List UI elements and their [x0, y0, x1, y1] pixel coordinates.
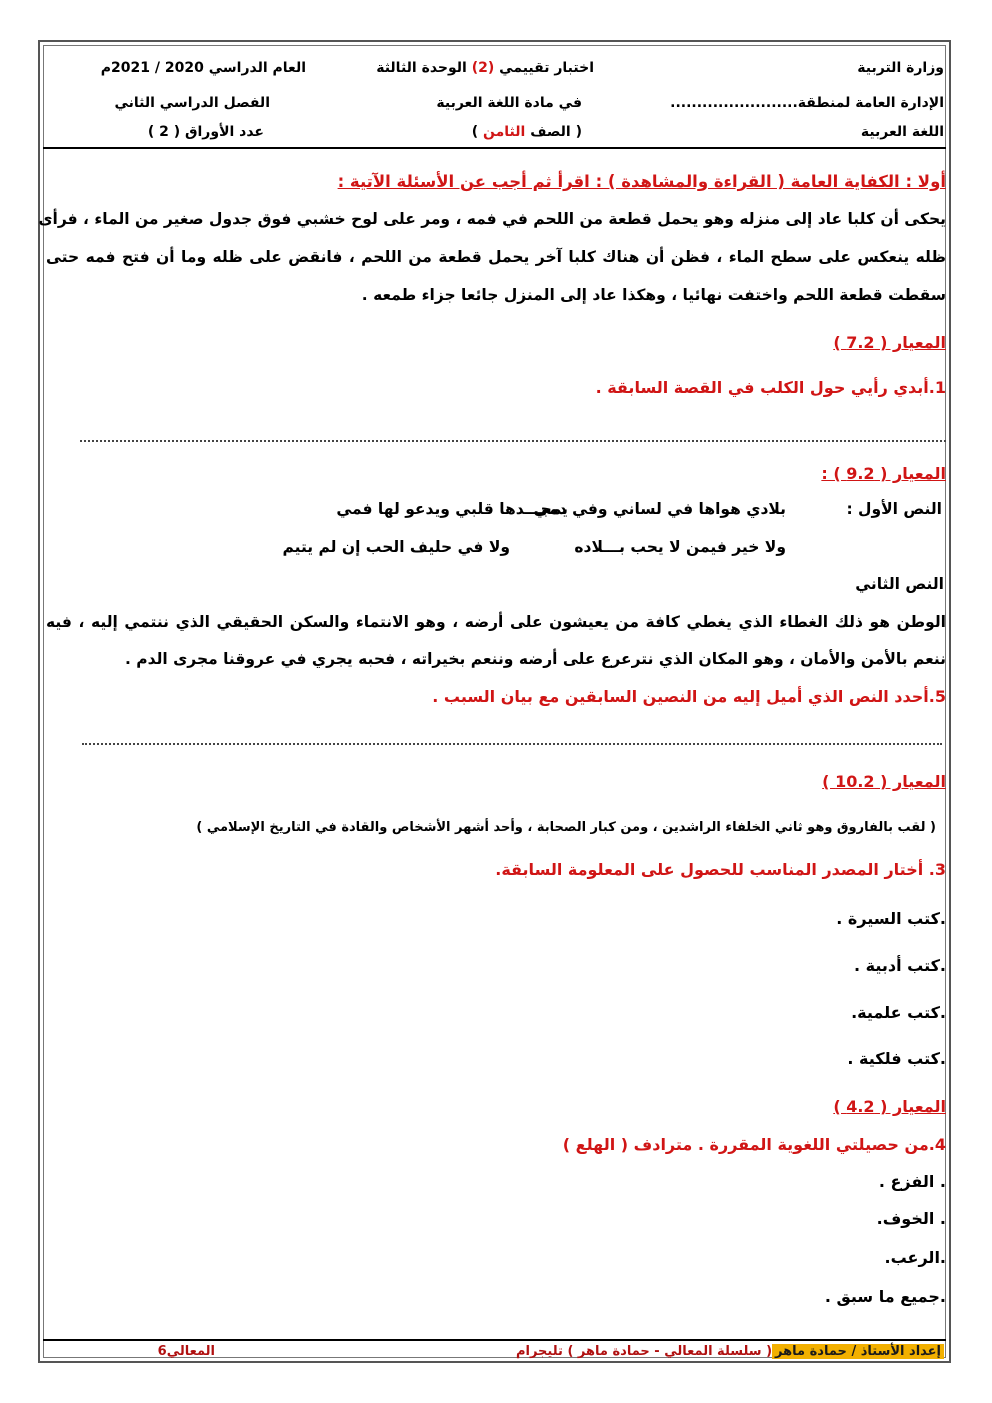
option[interactable]: .كتب السيرة . — [836, 909, 946, 928]
verse-line: يمجـــدها قلبي ويدعو لها فمي — [336, 500, 568, 518]
question-5: 5.أحدد النص الذي أميل إليه من النصين السابقين مع بيان السبب . — [432, 687, 946, 706]
ministry-label: وزارة التربية — [857, 60, 944, 76]
subject-label: اللغة العربية — [860, 124, 944, 140]
criterion-label: المعيار ( 7.2 ) — [833, 333, 946, 352]
option[interactable]: . الفزع . — [878, 1172, 946, 1191]
series-label: ( سلسلة المعالي - حمادة ماهر ) تليجرام — [515, 1344, 773, 1359]
section-title: أولا : الكفاية العامة ( القراءة والمشاهدة ) : اقرأ ثم أجب عن الأسئلة الآتية : — [337, 172, 946, 191]
footer-code: المعالي6 — [157, 1344, 215, 1359]
term-label: الفصل الدراسي الثاني — [114, 95, 270, 111]
option[interactable]: .كتب أدبية . — [853, 956, 946, 975]
footer-credit — [516, 1344, 944, 1359]
grade-close: ) — [471, 124, 479, 140]
test-number: (2) — [471, 60, 495, 76]
grade-line — [472, 124, 582, 140]
test-label: اختبار تقييمي — [499, 60, 594, 76]
question-3: 3. أختار المصدر المناسب للحصول على المعلومة السابقة. — [495, 860, 946, 879]
question-1: 1.أبدي رأيي حول الكلب في القصة السابقة . — [595, 378, 946, 397]
passage-line-2: ظله ينعكس على سطح الماء ، فظن أن هناك كلبا آخر يحمل قطعة من اللحم ، فانقض على ظله وما أن فتح فمه حتى — [46, 248, 946, 266]
criterion-label: المعيار ( 9.2 ) : — [821, 464, 946, 483]
verse-line: ولا في حليف الحب إن لم يتيم — [282, 538, 510, 556]
verse-line: بلادي هواها في لساني وفي دمي — [533, 500, 786, 518]
option[interactable]: .الرعب. — [884, 1248, 946, 1267]
verse-line: ولا خير فيمن لا يحب بـــلاده — [574, 538, 786, 556]
info-text: ( لقب بالفاروق وهو ثاني الخلفاء الراشدين ، ومن كبار الصحابة ، وأحد أشهر الأشخاص والقادة في التاريخ الإسلامي ) — [196, 820, 936, 835]
question-4: 4.من حصيلتي اللغوية المقررة . مترادف ( الهلع ) — [562, 1135, 946, 1154]
header-divider — [43, 147, 946, 149]
test-title — [376, 60, 594, 76]
criterion-label: المعيار ( 4.2 ) — [833, 1097, 946, 1116]
text2-line-1: الوطن هو ذلك الغطاء الذي يغطي كافة من يعيشون على أرضه ، وهو الانتماء والسكن الحقيقي الذي ننتمي إليه ، فيه — [46, 613, 946, 631]
footer-divider — [43, 1339, 946, 1341]
text2-label: النص الثاني — [855, 575, 944, 593]
admin-label: الإدارة العامة لمنطقة........................ — [670, 95, 944, 111]
option[interactable]: .جميع ما سبق . — [824, 1287, 946, 1306]
text2-line-2: ننعم بالأمن والأمان ، وهو المكان الذي نترعرع على أرضه وننعم بخيراته ، فحبه يجري في عروقنا مجرى الدم . — [124, 650, 946, 668]
passage-line-3: سقطت قطعة اللحم واختفت نهائيا ، وهكذا عاد إلى المنزل جائعا جزاء طمعه . — [361, 286, 946, 304]
school-year: العام الدراسي 2020 / 2021م — [100, 60, 306, 76]
answer-line[interactable] — [82, 743, 942, 745]
option[interactable]: .كتب علمية. — [851, 1003, 946, 1022]
grade-value: الثامن — [483, 124, 526, 140]
unit-label: الوحدة الثالثة — [376, 60, 467, 76]
answer-line[interactable] — [80, 440, 946, 442]
passage-line-1: يحكى أن كلبا عاد إلى منزله وهو يحمل قطعة من اللحم في فمه ، ومر على لوح خشبي فوق جدول صغير من الماء ، فرأى — [38, 210, 946, 228]
option[interactable]: . الخوف. — [876, 1209, 946, 1228]
option[interactable]: .كتب فلكية . — [847, 1049, 946, 1068]
criterion-label: المعيار ( 10.2 ) — [822, 772, 946, 791]
author-label: إعداد الأستاذ / حمادة ماهر — [772, 1344, 944, 1359]
subject-line: في مادة اللغة العربية — [436, 95, 582, 111]
pages-count: عدد الأوراق ( 2 ) — [147, 124, 264, 140]
text1-label: النص الأول : — [846, 500, 942, 518]
grade-open: ( الصف — [530, 124, 582, 140]
